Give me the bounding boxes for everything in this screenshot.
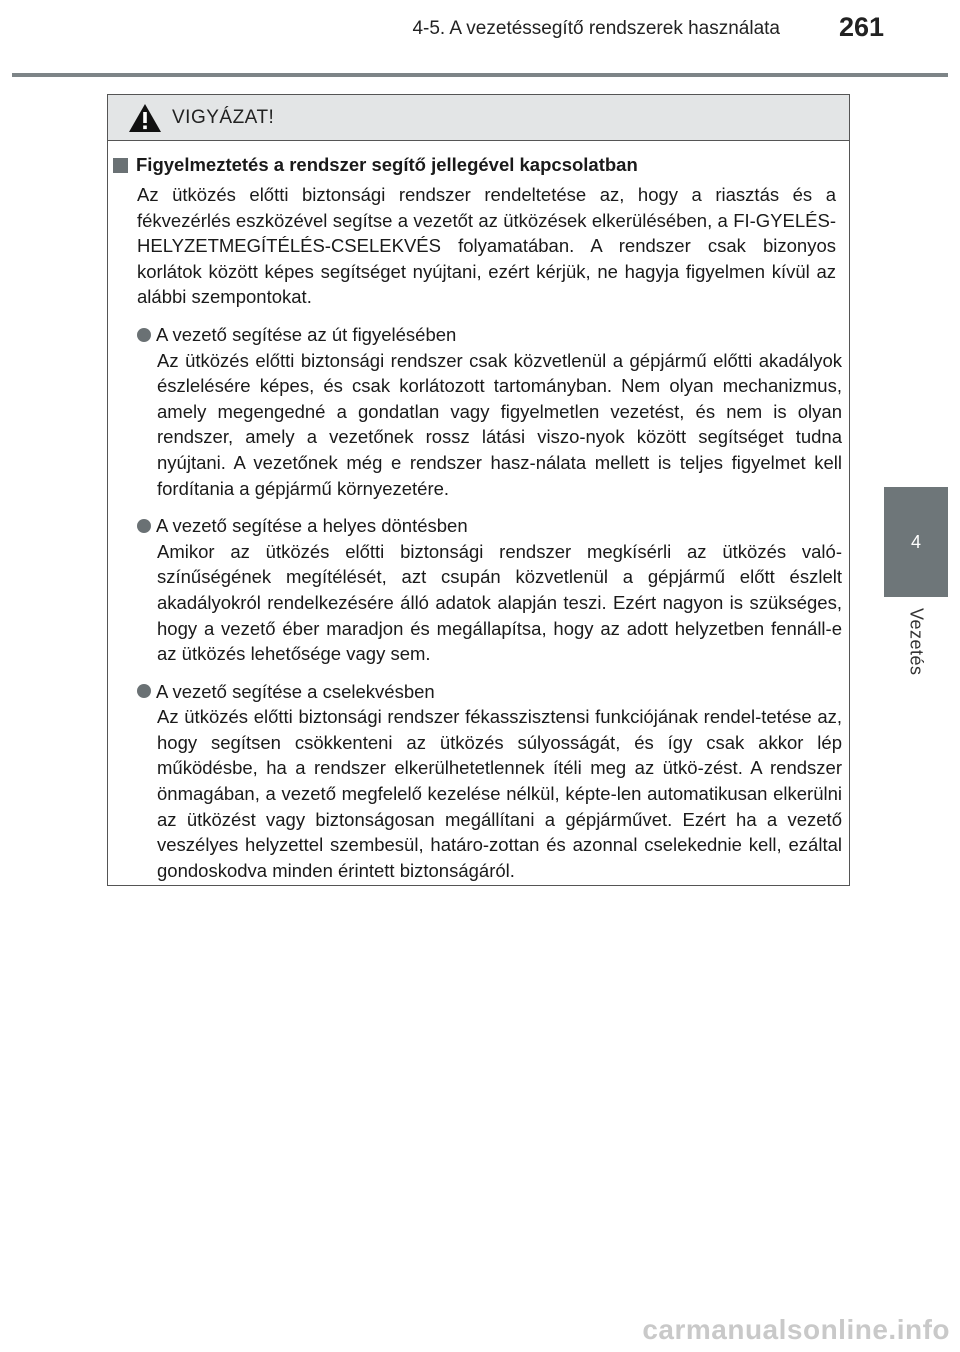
caution-box [107, 94, 850, 886]
chapter-label-text: Vezetés [906, 608, 927, 676]
section-heading-text: Figyelmeztetés a rendszer segítő jellegével kapcsolatban [136, 154, 638, 175]
watermark: carmanualsonline.info [642, 1314, 950, 1345]
running-header: 4-5. A vezetéssegítő rendszerek használata [412, 18, 780, 39]
chapter-label [884, 597, 948, 687]
bullet-text: Az ütközés előtti biztonsági rendszer csak közvetlenül a gépjármű előtti akadályok észlelésére képes, és csak korlátozott tartományban. Nem olyan mechanizmus, amely megengedné a gondatlan vagy figyelmetlen vezetést, és nem is olyan rendszer, amely a vezetőnek rossz látási viszo-nyok között segítséget tudna nyújtani. A vezetőnek még e rendszer hasz-nálata mellett is teljes figyelmet kell fordítania a gépjármű környezetére. [157, 349, 842, 499]
list-item [137, 322, 842, 501]
bullet-text: Az ütközés előtti biztonsági rendszer fékasszisztensi funkciójának rendel-tetése az, hogy segítsen csökkenteni az ütközés súlyosságát, és így csak akkor lép működésbe, ha a rendszer elkerülhetetlennek ítéli meg az ütkö-zést. A rendszer önmagában, a vezető megfelelő kezelése nélkül, képte-len automatikusan elkerülni az ütközést vagy biztonságosan megállítani a gépjárművet. Ezért ha a vezető veszélyes helyzettel szembesül, határo-zottan és azonnal cselekednie kell, ezáltal gondoskodva minden érintett biztonságáról. [157, 706, 842, 881]
header-divider [12, 73, 948, 77]
intro-paragraph: Az ütközés előtti biztonsági rendszer rendeltetése az, hogy a riasztás és a fékvezérlés eszközével segítse a vezetőt az ütközések elkerülésében, a FI-GYELÉS-HELYZETMEGÍTÉLÉS-CSELEKVÉS folyamatában. A rendszer csak bizonyos korlátok között képes segítséget nyújtani, ezért kérjük, ne hagyja figyelmen kívül az alábbi szempontokat. [137, 184, 836, 308]
section-heading [112, 152, 842, 178]
bullet-icon [137, 519, 151, 533]
chapter-tab [884, 487, 948, 597]
bullet-icon [137, 328, 151, 342]
list-item [137, 513, 842, 667]
chapter-number: 4 [910, 531, 921, 552]
warning-triangle-icon [128, 103, 162, 133]
bullet-title [137, 322, 842, 348]
bullet-icon [137, 684, 151, 698]
page-number: 261 [838, 12, 884, 42]
bullet-title-text: A vezető segítése a helyes döntésben [156, 515, 468, 537]
bullet-title-text: A vezető segítése a cselekvésben [156, 680, 435, 702]
bullet-title-text: A vezető segítése az út figyelésében [156, 323, 457, 345]
bullet-title [137, 513, 842, 539]
list-item [137, 679, 842, 884]
caution-header [108, 95, 849, 141]
bullet-title [137, 679, 842, 705]
caution-title: VIGYÁZAT! [172, 106, 275, 128]
bullet-text: Amikor az ütközés előtti biztonsági rendszer megkísérli az ütközés való-színűségének megítélését, azt csupán közvetlenül a gépjármű előtt észlelt akadályokról rendelkezésére álló adatok alapján teszi. Ezért nagyon is szükséges, hogy a vezető éber maradjon és megállapítsa, hogy az adott helyzetben fennáll-e az ütközés lehetősége vagy sem. [157, 540, 842, 665]
caution-body [108, 141, 849, 883]
square-bullet-icon [113, 158, 128, 173]
